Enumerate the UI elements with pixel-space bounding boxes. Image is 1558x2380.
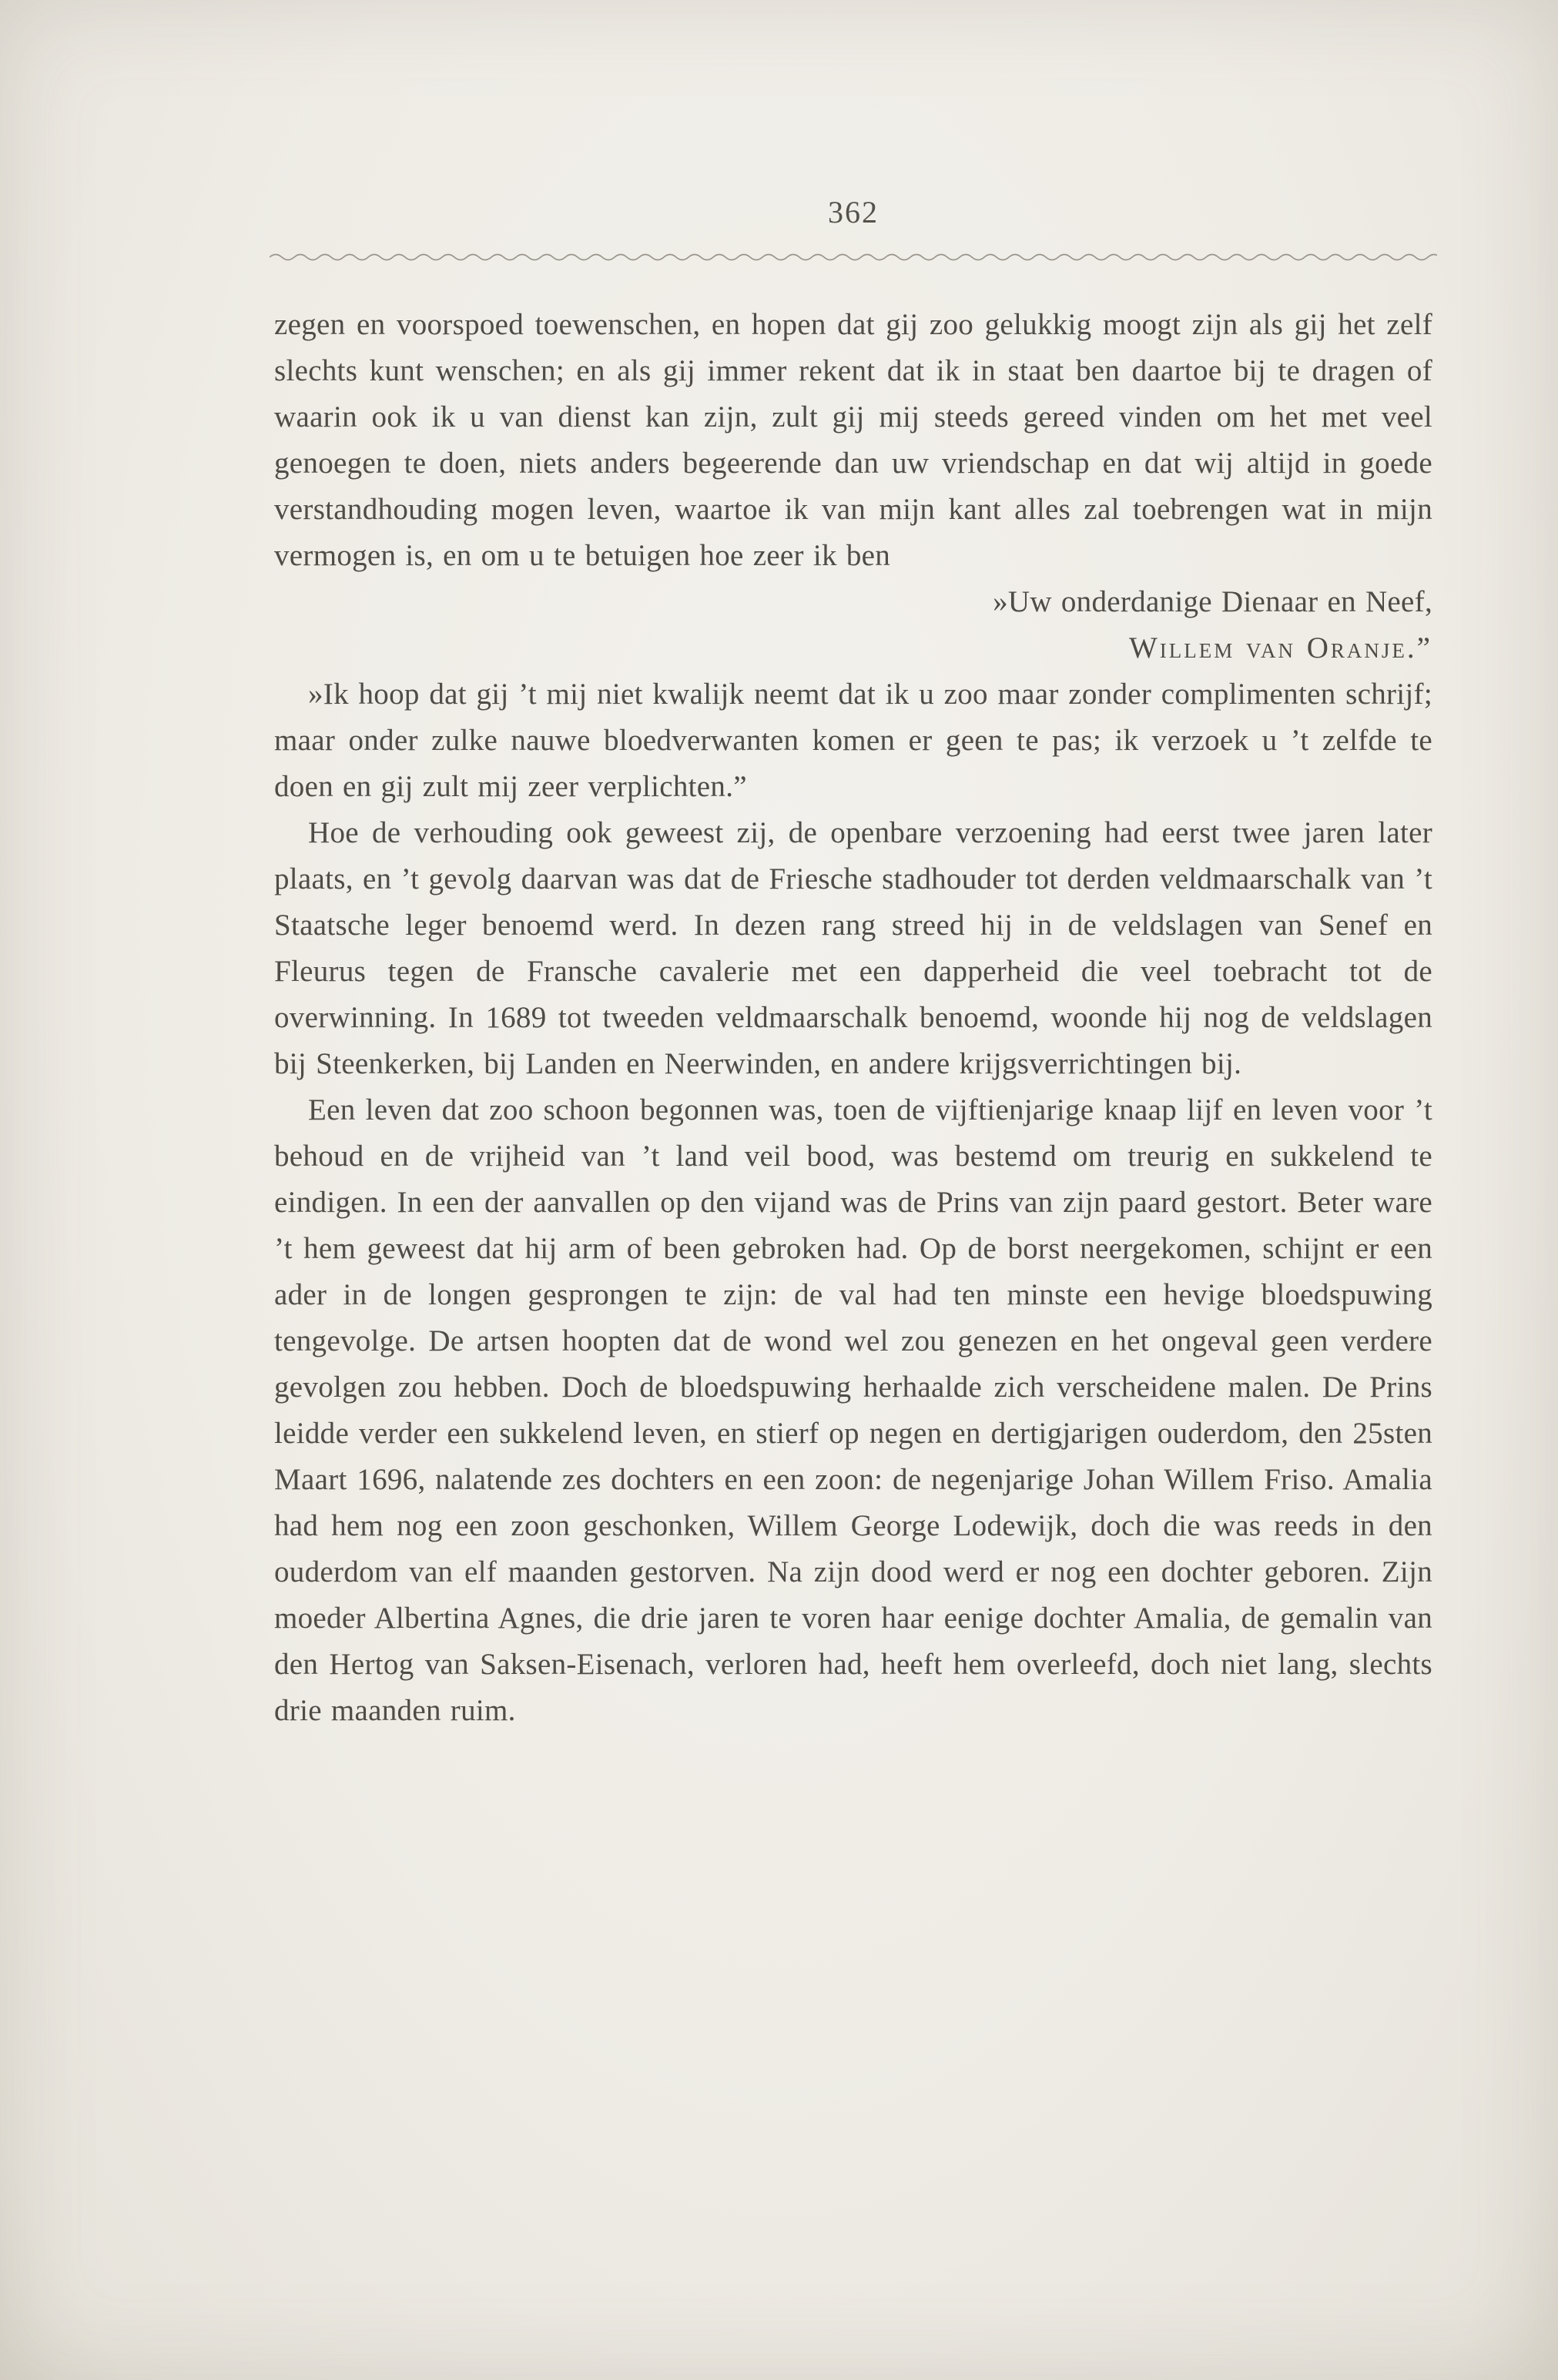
- page-text: [274, 302, 1432, 1734]
- paragraph-1: zegen en voorspoed toewenschen, en hopen dat gij zoo gelukkig moogt zijn als gij het zelf slechts kunt wenschen; en als gij immer rekent dat ik in staat ben daartoe bij te dragen of waarin ook ik u van dienst kan zijn, zult gij mij steeds gereed vinden om het met veel genoegen te doen, niets anders begeerende dan uw vriendschap en dat wij altijd in goede verstandhouding mogen leven, waartoe ik van mijn kant alles zal toebrengen wat in mijn vermogen is, en om u te betuigen hoe zeer ik ben: [274, 308, 1432, 572]
- signature-name: Willem van Oranje.”: [1128, 631, 1432, 664]
- wavy-divider-rule: [270, 251, 1437, 263]
- signature-line: »Uw onderdanige Dienaar en Neef,: [993, 585, 1432, 618]
- paragraph-2: »Ik hoop dat gij ’t mij niet kwalijk neemt dat ik u zoo maar zonder complimenten schrijf; maar onder zulke nauwe bloedverwanten komen er geen te pas; ik verzoek u ’t zelfde te doen en gij zult mij zeer verplichten.”: [274, 678, 1432, 803]
- paragraph-4: Een leven dat zoo schoon begonnen was, toen de vijftienjarige knaap lijf en leven voor ’t behoud en de vrijheid van ’t land veil bood, was bestemd om treurig en sukkelend te eindigen. In een der aanvallen op den vijand was de Prins van zijn paard gestort. Beter ware ’t hem geweest dat hij arm of been gebroken had. Op de borst neergekomen, schijnt er een ader in de longen gesprongen te zijn: de val had ten minste een hevige bloedspuwing tengevolge. De artsen hoopten dat de wond wel zou genezen en het ongeval geen verdere gevolgen zou hebben. Doch de bloedspuwing herhaalde zich verscheidene malen. De Prins leidde verder een sukkelend leven, en stierf op negen en dertigjarigen ouderdom, den 25sten Maart 1696, nalatende zes dochters en een zoon: de negenjarige Johan Willem Friso. Amalia had hem nog een zoon geschonken, Willem George Lodewijk, doch die was reeds in den ouderdom van elf maanden gestorven. Na zijn dood werd er nog een dochter geboren. Zijn moeder Albertina Agnes, die drie jaren te voren haar eenige dochter Amalia, de gemalin van den Hertog van Saksen-Eisenach, verloren had, heeft hem overleefd, doch niet lang, slechts drie maanden ruim.: [274, 1093, 1432, 1727]
- paragraph-3: Hoe de verhouding ook geweest zij, de openbare verzoening had eerst twee jaren later plaats, en ’t gevolg daarvan was dat de Friesche stadhouder tot derden veldmaarschalk van ’t Staatsche leger benoemd werd. In dezen rang streed hij in de veldslagen van Senef en Fleurus tegen de Fransche cavalerie met een dapperheid die veel toebracht tot de overwinning. In 1689 tot tweeden veldmaarschalk benoemd, woonde hij nog de veldslagen bij Steenkerken, bij Landen en Neerwinden, en andere krijgsverrichtingen bij.: [274, 816, 1432, 1080]
- page-number: 362: [828, 195, 879, 229]
